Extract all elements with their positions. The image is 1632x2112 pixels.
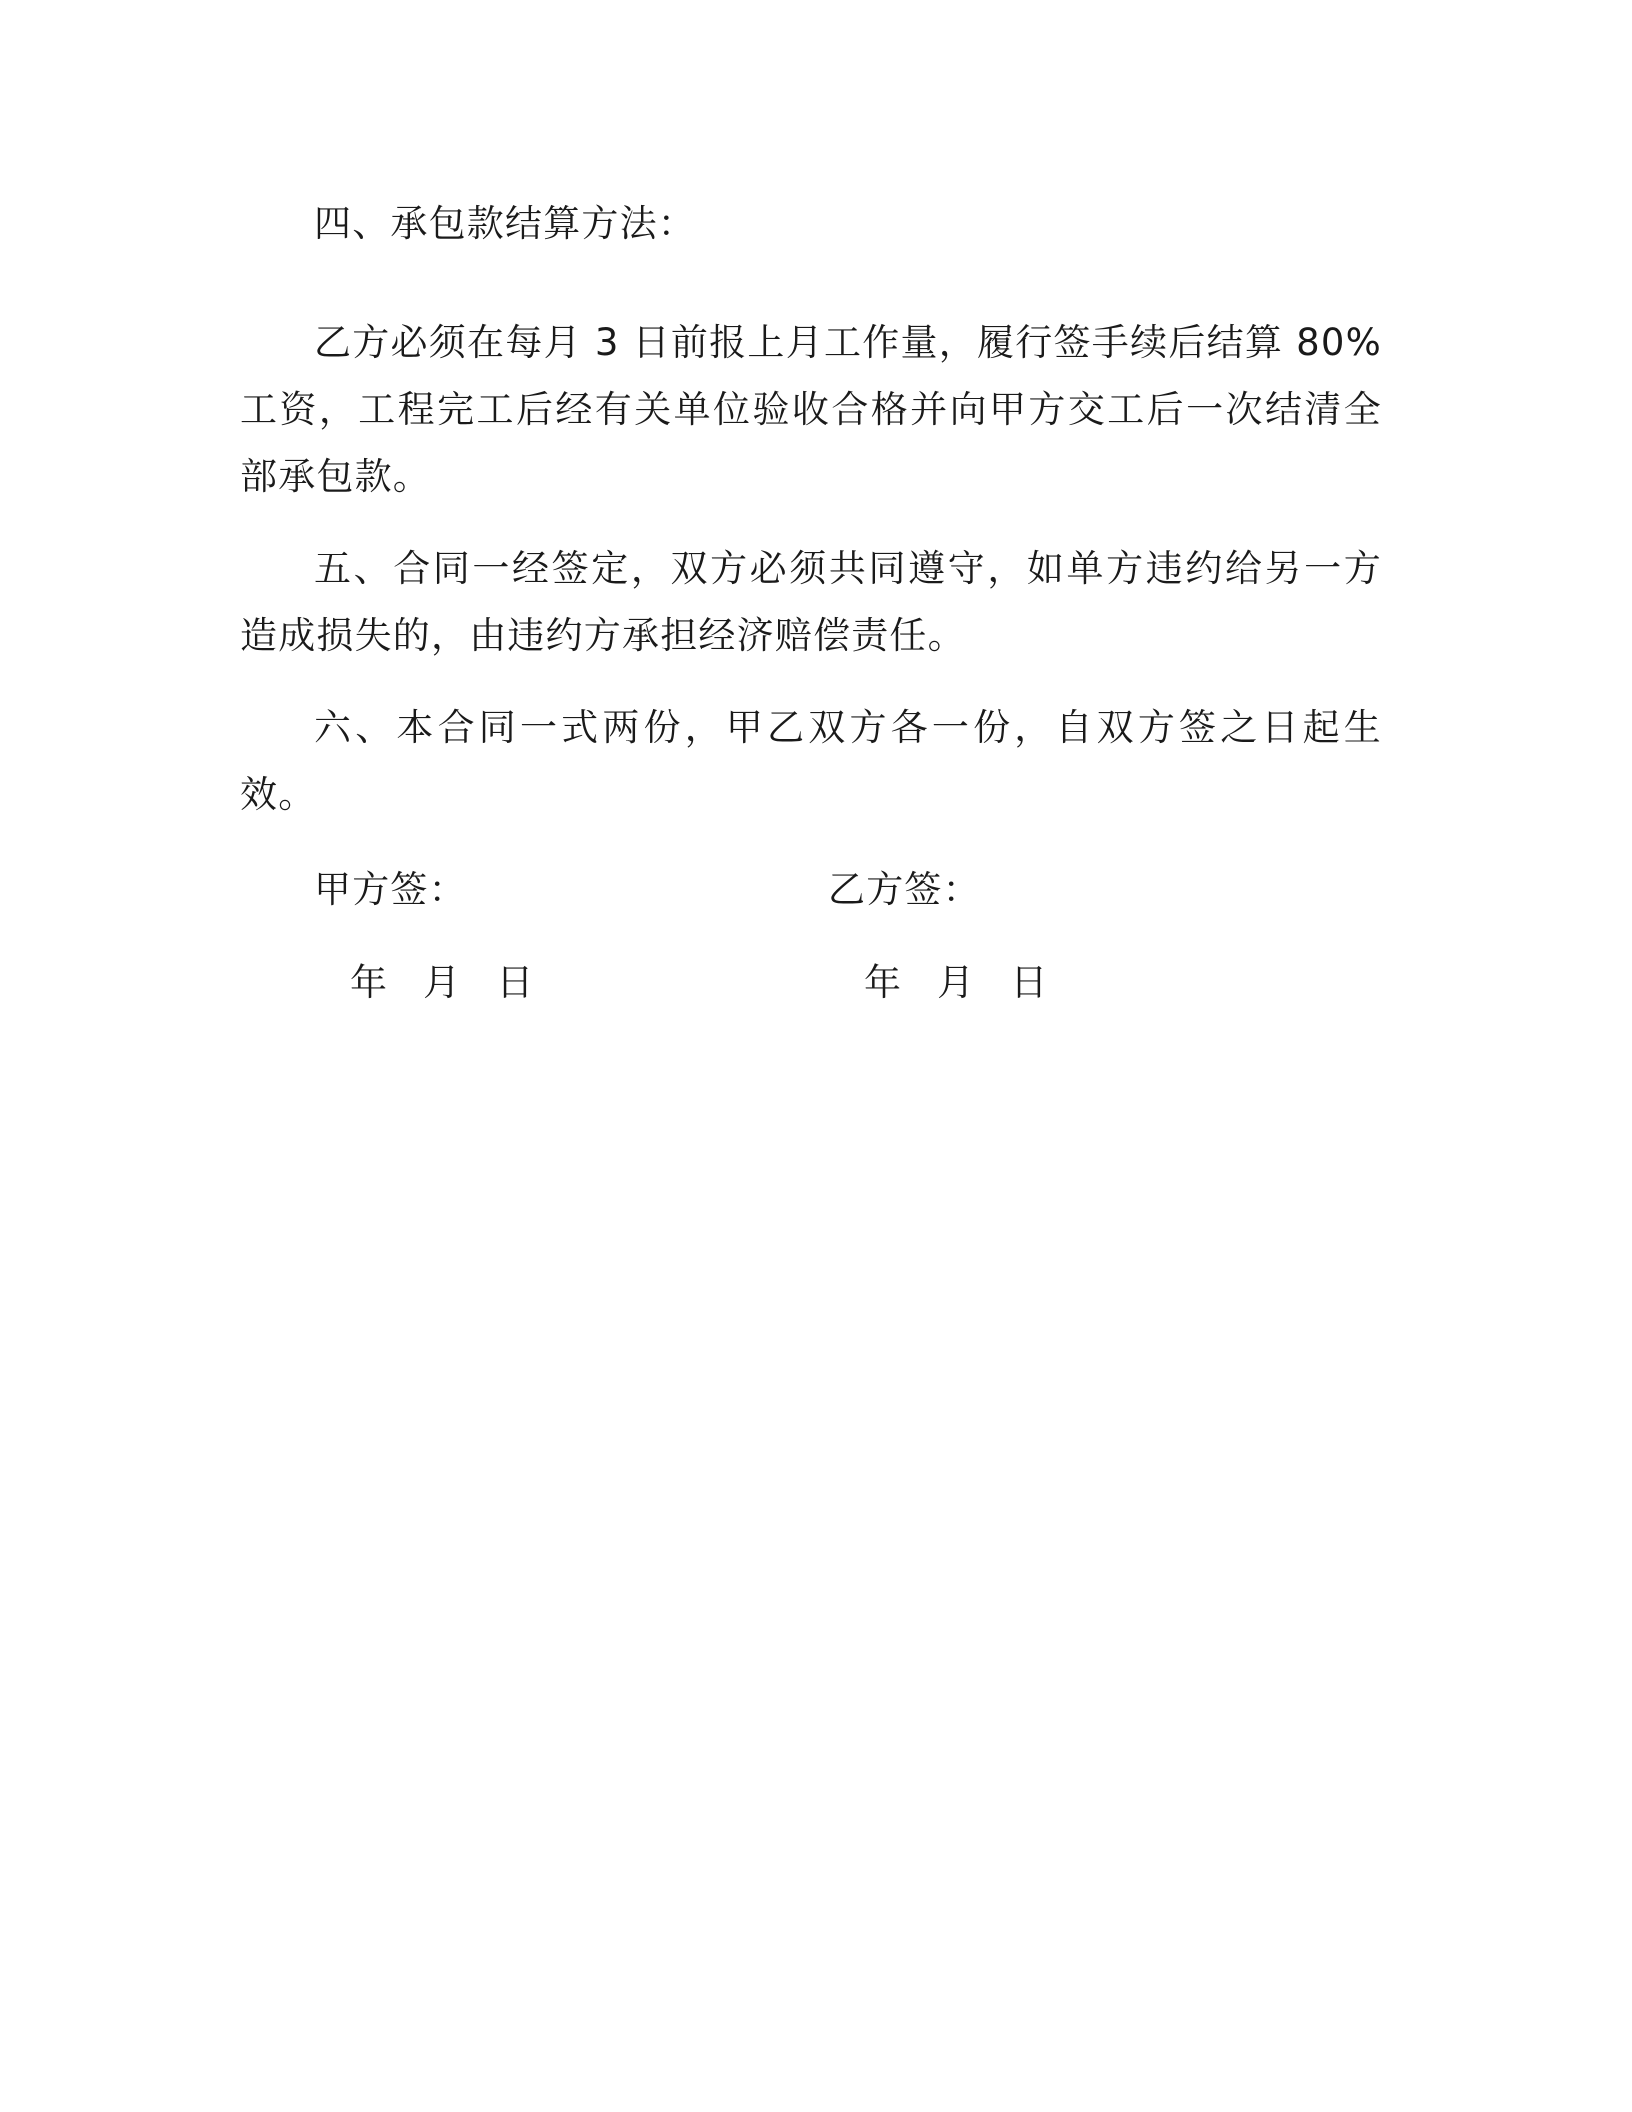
section-6-clause: 六、本合同一式两份，甲乙双方各一份，自双方签之日起生效。 <box>240 706 1382 816</box>
section-4-heading: 四、承包款结算方法： <box>314 202 696 245</box>
party-b-month-label: 月 <box>937 961 976 1004</box>
section-5-clause: 五、合同一经签定，双方必须共同遵守，如单方违约给另一方造成损失的，由违约方承担经济赔偿责任。 <box>240 547 1382 657</box>
section-4-body: 乙方必须在每月 3 日前报上月工作量，履行签手续后结算 80%工资，工程完工后经有关单位验收合格并向甲方交工后一次结清全部承包款。 <box>240 321 1382 498</box>
party-a-signature-block <box>314 856 547 1016</box>
party-a-month-label: 月 <box>423 961 462 1004</box>
party-a-signature-label: 甲方签： <box>314 868 467 911</box>
signature-area <box>240 856 1382 1016</box>
party-b-year-label: 年 <box>864 961 903 1004</box>
party-b-signature-label: 乙方签： <box>828 868 981 911</box>
party-b-signature-block <box>828 856 1061 1016</box>
party-a-day-label: 日 <box>496 961 535 1004</box>
contract-body <box>240 190 1382 853</box>
party-b-day-label: 日 <box>1010 961 1049 1004</box>
party-a-year-label: 年 <box>350 961 389 1004</box>
party-a-date-line <box>314 949 547 1016</box>
party-b-date-line <box>828 949 1061 1016</box>
